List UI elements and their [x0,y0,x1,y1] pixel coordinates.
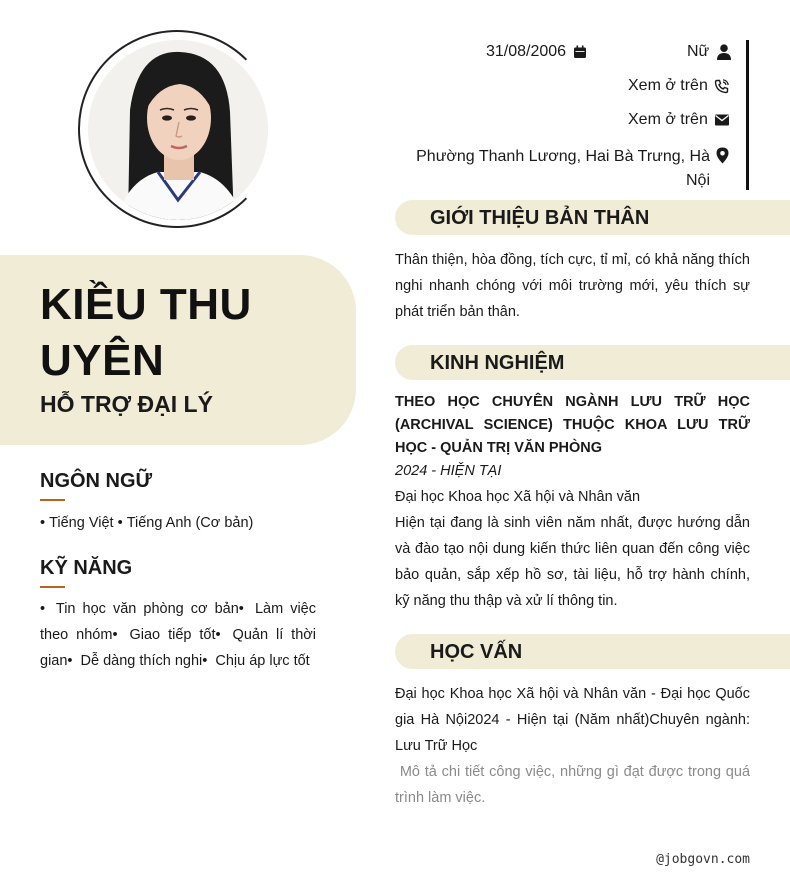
email-value: Xem ở trên [628,111,708,128]
calendar-icon [572,44,588,60]
user-icon [716,44,732,60]
skill-item: Giao tiếp tốt [129,627,216,643]
intro-text: Thân thiện, hòa đồng, tích cực, tỉ mỉ, có khả năng thích nghi nhanh chóng với môi trường mới, yêu thích sự phát triển bản thân. [395,252,750,320]
languages-heading: NGÔN NGỮ [40,470,153,492]
skill-item: Tin học văn phòng cơ bản [55,601,239,617]
languages-underline [40,499,65,501]
candidate-name: KIỀU THU UYÊN [40,280,252,385]
footer-watermark: @jobgovn.com [656,852,750,867]
languages-list: • Tiếng Việt • Tiếng Anh (Cơ bản) [40,515,254,531]
address-value: Phường Thanh Lương, Hai Bà Trưng, Hà Nội [416,148,710,189]
skills-underline [40,586,65,588]
experience-period: 2024 - HIỆN TẠI [395,463,502,479]
contact-divider [746,40,749,190]
language-item: Tiếng Việt [49,515,114,531]
skill-item: Làm việc theo nhóm [40,601,316,643]
language-item: Tiếng Anh (Cơ bản) [126,515,254,531]
email-row [628,111,730,129]
envelope-icon [714,112,730,128]
location-pin-icon [716,147,729,169]
name-panel [0,255,356,445]
intro-heading: GIỚI THIỆU BẢN THÂN [430,207,650,229]
experience-heading: KINH NGHIỆM [430,352,565,374]
skills-list: • Tin học văn phòng cơ bản• Làm việc theo nhóm• Giao tiếp tốt• Quản lí thời gian• Dễ dàng thích nghi• Chịu áp lực tốt [40,601,316,669]
skills-heading: KỸ NĂNG [40,557,133,579]
avatar [88,40,268,220]
education-text: Đại học Khoa học Xã hội và Nhân văn - Đại học Quốc gia Hà Nội2024 - Hiện tại (Năm nhất)Chuyên ngành: Lưu Trữ Học [395,686,750,754]
education-header [395,634,790,669]
phone-value: Xem ở trên [628,77,708,94]
birthday-row [486,43,588,61]
intro-header [395,200,790,235]
phone-row [628,77,730,95]
gender-row [687,43,732,61]
job-title: HỖ TRỢ ĐẠI LÝ [40,391,213,417]
birthday-value: 31/08/2006 [486,43,567,60]
education-heading: HỌC VẤN [430,641,523,663]
experience-organization: Đại học Khoa học Xã hội và Nhân văn [395,489,641,505]
skill-item: Quản lí thời gian [40,627,316,669]
phone-icon [714,78,730,94]
experience-position: THEO HỌC CHUYÊN NGÀNH LƯU TRỮ HỌC (ARCHIVAL SCIENCE) THUỘC KHOA LƯU TRỮ HỌC - QUẢN TRỊ VĂN PHÒNG [395,394,750,456]
experience-header [395,345,790,380]
skill-item: Dễ dàng thích nghi [80,653,203,669]
education-placeholder: Mô tả chi tiết công việc, những gì đạt được trong quá trình làm việc. [395,764,755,806]
experience-description: Hiện tại đang là sinh viên năm nhất, được hướng dẫn và đào tạo nội dung kiến thức liên quan đến công việc bảo quản, sắp xếp hồ sơ, tài liệu, hỗ trợ hành chính, kỹ năng thu thập và xử lí thông tin. [395,515,750,609]
gender-value: Nữ [687,43,710,60]
skill-item: Chịu áp lực tốt [215,653,310,669]
